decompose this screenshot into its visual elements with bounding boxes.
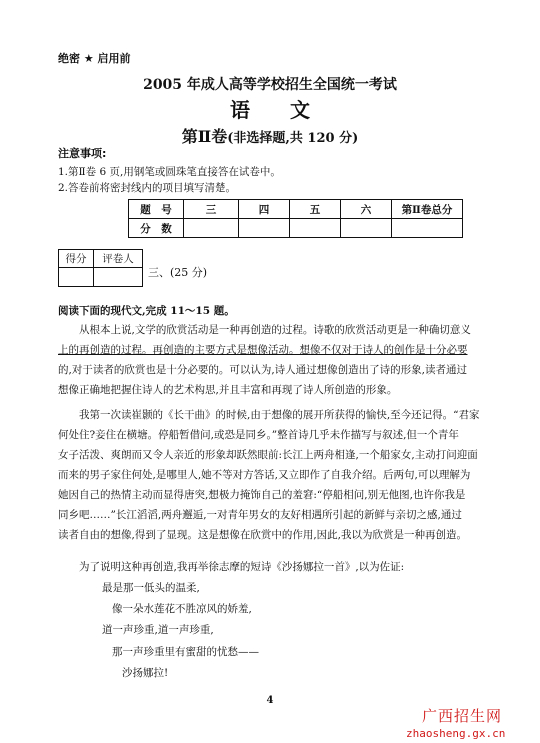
watermark-site-name: 广西招生网 xyxy=(422,707,503,725)
score-cell[interactable] xyxy=(290,219,341,238)
passage-line: 同乡吧……”长江滔滔,两舟邂逅,一对青年男女的友好相遇所引起的新鲜与亲切之感,通过 xyxy=(58,509,462,521)
score-cell[interactable] xyxy=(184,219,239,238)
notes-title: 注意事项: xyxy=(58,147,107,160)
score-row-label: 分 数 xyxy=(129,219,184,238)
poem-line: 像一朵水莲花不胜凉风的娇羞, xyxy=(112,603,252,615)
section-heading: 三、(25 分) xyxy=(148,266,208,279)
passage-line: 读者自由的想像,得到了显现。这是想像在欣赏中的作用,因此,我以为欣赏是一种再创造。 xyxy=(58,529,468,541)
grader-name-label: 评卷人 xyxy=(94,250,143,268)
score-header-cell: 三 xyxy=(184,200,239,219)
passage-paragraph-2 xyxy=(58,405,485,425)
score-cell[interactable] xyxy=(341,219,392,238)
poem-line: 那一声珍重里有蜜甜的忧愁—— xyxy=(112,646,259,658)
grader-name-cell[interactable] xyxy=(94,268,143,287)
passage-line: 想像正确地把握住诗人的艺术构思,并且丰富和再现了诗人所创造的形象。 xyxy=(58,384,398,396)
grader-score-cell[interactable] xyxy=(59,268,94,287)
volume-note: (非选择题,共 120 分) xyxy=(227,131,359,146)
passage-line: 我第一次读崔颢的《长干曲》的时候,由于想像的展开所获得的愉快,至今还记得。“君家 xyxy=(79,409,480,421)
confidential-label: 绝密 ★ 启用前 xyxy=(58,52,131,65)
reading-instruction: 阅读下面的现代文,完成 11～15 题。 xyxy=(58,305,235,317)
score-header-cell: 题 号 xyxy=(129,200,184,219)
score-table xyxy=(128,199,463,238)
score-cell[interactable] xyxy=(239,219,290,238)
watermark-url: zhaosheng.gx.cn xyxy=(406,727,506,740)
passage-paragraph-1-cont xyxy=(58,340,485,400)
score-table-score-row xyxy=(129,219,463,238)
volume-title xyxy=(0,124,540,147)
score-header-cell: 四 xyxy=(239,200,290,219)
page-number: 4 xyxy=(266,695,274,706)
passage-paragraph-3 xyxy=(58,557,485,577)
passage-line: 她因自己的热情主动而显得唐突,想极力掩饰自己的羞窘:“停船相问,别无他图,也许你我是 xyxy=(58,489,466,501)
score-cell[interactable] xyxy=(392,219,463,238)
passage-line: 的,对于读者的欣赏也是十分必要的。可以认为,诗人通过想像创造出了诗的形象,读者通过 xyxy=(58,364,468,376)
note-item: 2.答卷前将密封线内的项目填写清楚。 xyxy=(58,182,237,194)
poem-line: 沙扬娜拉! xyxy=(122,667,169,679)
poem-line: 最是那一低头的温柔, xyxy=(102,582,200,594)
passage-line: 而来的男子家住何处,是哪里人,她不等对方答话,又立即作了自我介绍。后两句,可以理解为 xyxy=(58,469,471,481)
passage-line: 从根本上说,文学的欣赏活动是一种再创造的过程。诗歌的欣赏活动更是一种确切意义 xyxy=(79,324,471,336)
grader-table xyxy=(58,249,143,287)
passage-paragraph-2-cont xyxy=(58,425,485,545)
passage-line: 女子活泼、爽朗而又令人亲近的形象却跃然眼前:长江上两舟相逢,一个船家女,主动打问迎面 xyxy=(58,449,478,461)
grader-score-label: 得分 xyxy=(59,250,94,268)
passage-paragraph-1 xyxy=(58,320,485,340)
score-header-cell: 第Ⅱ卷总分 xyxy=(392,200,463,219)
note-item: 1.第Ⅱ卷 6 页,用钢笔或圆珠笔直接答在试卷中。 xyxy=(58,166,281,178)
subject-title: 语文 xyxy=(230,98,350,122)
volume-name: 第Ⅱ卷 xyxy=(181,127,228,146)
score-header-cell: 六 xyxy=(341,200,392,219)
score-header-cell: 五 xyxy=(290,200,341,219)
poem-line: 道一声珍重,道一声珍重, xyxy=(102,624,214,636)
passage-line: 为了说明这种再创造,我再举徐志摩的短诗《沙扬娜拉一首》,以为佐证: xyxy=(79,561,405,573)
passage-line: 何处住?妾住在横塘。停船暂借问,或恐是同乡。”整首诗几乎未作描写与叙述,但一个青年 xyxy=(58,429,459,441)
score-table-header-row xyxy=(129,200,463,219)
exam-title: 2005 年成人高等学校招生全国统一考试 xyxy=(143,77,397,93)
passage-line: 上的再创造的过程。再创造的主要方式是想像活动。想像不仅对于诗人的创作是十分必要 xyxy=(58,344,468,356)
